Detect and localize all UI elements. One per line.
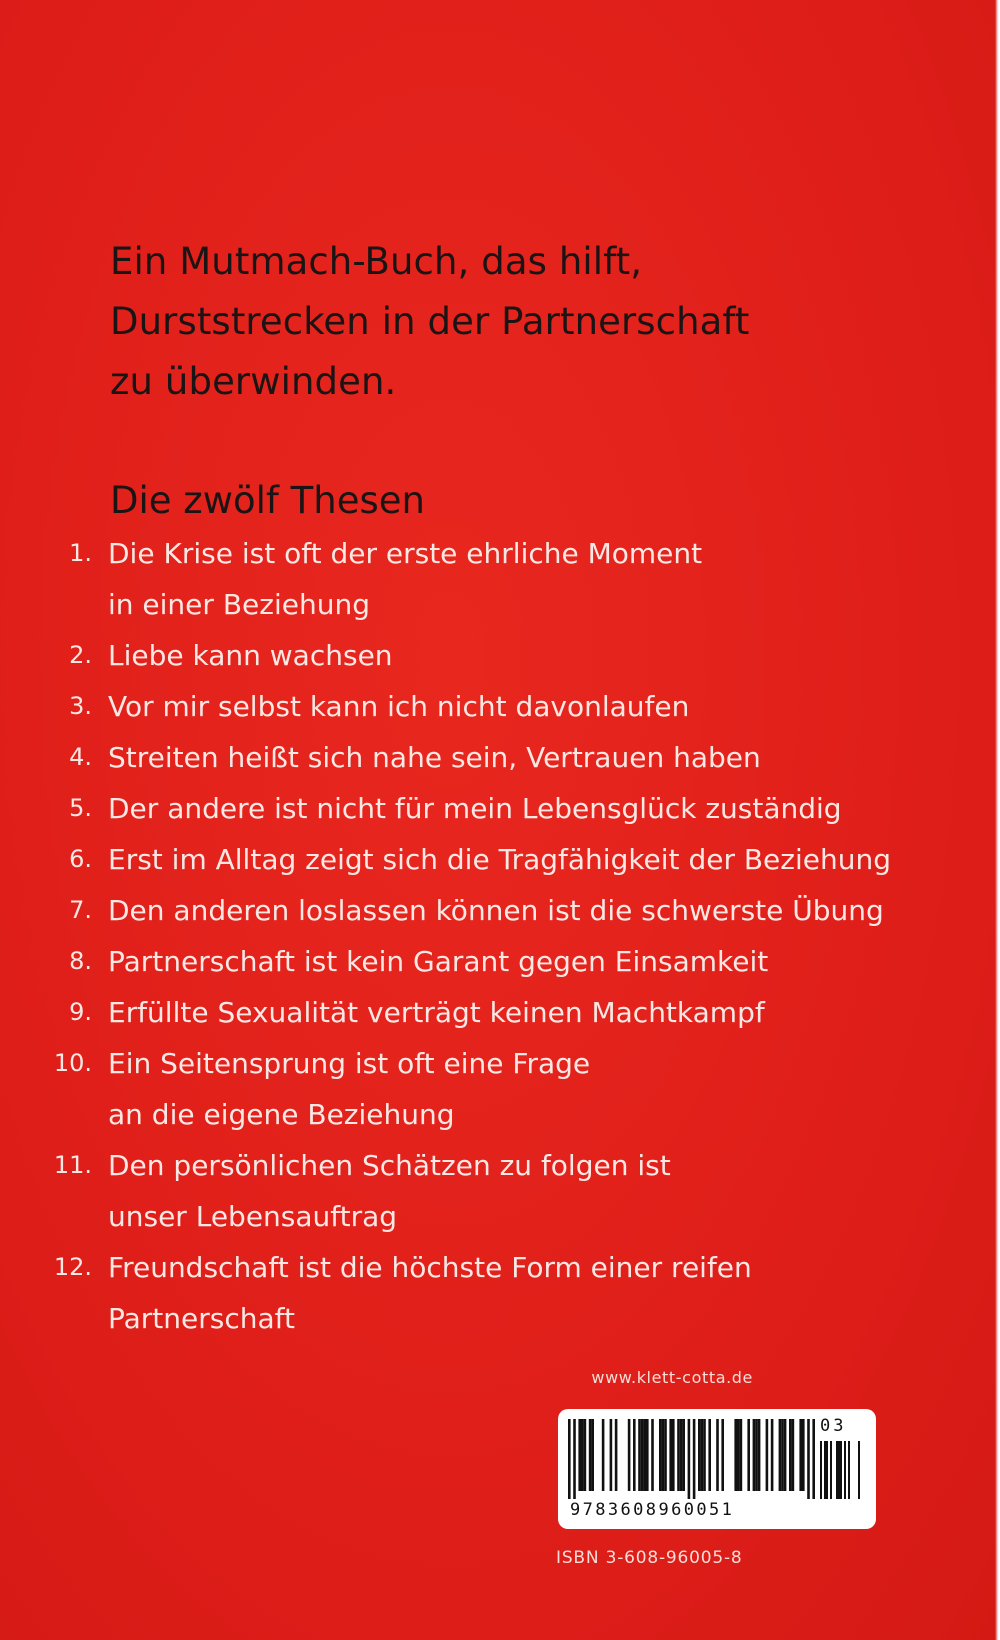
isbn-number: ISBN 3-608-96005-8: [556, 1548, 743, 1568]
barcode-addon-bar: [826, 1441, 828, 1499]
barcode-bar: [680, 1419, 683, 1491]
barcode-addon-bar: [858, 1441, 860, 1499]
thesis-number: 10.: [53, 1049, 92, 1077]
cover-tagline: [110, 232, 910, 412]
thesis-item: [0, 834, 960, 885]
thesis-number: 1.: [69, 539, 92, 567]
barcode-bar: [807, 1419, 810, 1499]
barcode-bar: [771, 1419, 774, 1491]
thesis-number: 11.: [53, 1151, 92, 1179]
barcode-bar: [721, 1419, 724, 1491]
barcode-bar: [581, 1419, 584, 1491]
thesis-text: in einer Beziehung: [108, 588, 370, 621]
tagline-line: Ein Mutmach-Buch, das hilft,: [110, 240, 643, 283]
thesis-number: 4.: [69, 743, 92, 771]
barcode-addon-bar: [840, 1441, 842, 1499]
barcode-bar: [802, 1419, 805, 1491]
barcode-bar: [610, 1419, 613, 1491]
barcode-bar: [779, 1419, 782, 1491]
barcode-bar: [669, 1419, 672, 1491]
barcode-bar: [589, 1419, 592, 1491]
thesis-text: Partnerschaft: [108, 1302, 295, 1335]
tagline-line: Durststrecken in der Partnerschaft: [110, 300, 750, 343]
barcode-bar: [573, 1419, 576, 1499]
barcode-bar: [615, 1419, 618, 1491]
barcode-bar: [734, 1419, 737, 1491]
thesis-item: [0, 936, 960, 987]
barcode-bar: [672, 1419, 675, 1491]
barcode-addon-bar: [838, 1441, 840, 1499]
barcode-bar: [799, 1419, 802, 1491]
thesis-item: [0, 987, 960, 1038]
barcode-addon-bar: [820, 1441, 822, 1499]
thesis-text: Partnerschaft ist kein Garant gegen Einsamkeit: [108, 945, 769, 978]
thesis-text: Vor mir selbst kann ich nicht davonlaufen: [108, 690, 690, 723]
thesis-text: Freundschaft ist die höchste Form einer reifen: [108, 1251, 752, 1284]
barcode-bar: [641, 1419, 644, 1491]
thesis-text: Den persönlichen Schätzen zu folgen ist: [108, 1149, 671, 1182]
barcode-addon-bar: [830, 1441, 832, 1499]
barcode-bar: [784, 1419, 787, 1491]
thesis-text: unser Lebensauftrag: [108, 1200, 398, 1233]
barcode-bar: [578, 1419, 581, 1491]
barcode-bar: [753, 1419, 756, 1491]
barcode-addon-bar: [836, 1441, 838, 1499]
thesis-item: [0, 732, 960, 783]
barcode-bar: [682, 1419, 685, 1491]
thesis-number: 7.: [69, 896, 92, 924]
thesis-number: 9.: [69, 998, 92, 1026]
thesis-text: Ein Seitensprung ist oft eine Frage: [108, 1047, 591, 1080]
thesis-text: Streiten heißt sich nahe sein, Vertrauen haben: [108, 741, 761, 774]
barcode-bar: [628, 1419, 631, 1491]
barcode-bar: [643, 1419, 646, 1491]
barcode-bar: [677, 1419, 680, 1491]
thesis-item: [0, 1038, 960, 1140]
barcode-addon-bar: [824, 1441, 826, 1499]
thesis-item: [0, 783, 960, 834]
barcode-addon-bar: [848, 1441, 850, 1499]
barcode-bar: [701, 1419, 704, 1491]
barcode-bar: [789, 1419, 792, 1491]
tagline-line: zu überwinden.: [110, 360, 397, 403]
thesis-item: [0, 1242, 960, 1344]
barcode-bar: [651, 1419, 654, 1491]
barcode-bar: [568, 1419, 571, 1499]
thesis-number: 2.: [69, 641, 92, 669]
barcode-bar: [662, 1419, 665, 1491]
thesis-text: Erst im Alltag zeigt sich die Tragfähigkeit der Beziehung: [108, 843, 892, 876]
barcode-bar: [703, 1419, 706, 1491]
barcode-bar: [584, 1419, 587, 1491]
thesis-item: [0, 528, 960, 630]
barcode-bar: [591, 1419, 594, 1491]
barcode-bar: [755, 1419, 758, 1491]
barcode-bar: [698, 1419, 701, 1491]
thesis-item: [0, 681, 960, 732]
thesis-text: Die Krise ist oft der erste ehrliche Moment: [108, 537, 703, 570]
thesis-number: 6.: [69, 845, 92, 873]
barcode-bar: [747, 1419, 750, 1491]
barcode-addon-digits: 03: [820, 1416, 847, 1436]
theses-heading: Die zwölf Thesen: [110, 479, 425, 522]
thesis-item: [0, 630, 960, 681]
barcode-bar: [708, 1419, 711, 1491]
thesis-number: 12.: [53, 1253, 92, 1281]
barcode-bar: [638, 1419, 641, 1491]
thesis-text: Den anderen loslassen können ist die schwerste Übung: [108, 894, 884, 927]
barcode-addon-bar: [844, 1441, 846, 1499]
barcode-bar: [646, 1419, 649, 1491]
barcode-bar: [633, 1419, 636, 1491]
theses-list: [0, 528, 960, 1344]
barcode-bar: [812, 1419, 815, 1499]
ean-barcode-icon: [568, 1419, 816, 1499]
barcode-bar: [659, 1419, 662, 1491]
barcode-digits: 9783608960051: [570, 1500, 735, 1520]
barcode-bar: [758, 1419, 761, 1491]
barcode-bar: [740, 1419, 743, 1491]
thesis-item: [0, 885, 960, 936]
cover-edge: [995, 0, 1000, 1640]
barcode-bar: [716, 1419, 719, 1491]
thesis-text: an die eigene Beziehung: [108, 1098, 455, 1131]
thesis-number: 5.: [69, 794, 92, 822]
barcode-bar: [737, 1419, 740, 1491]
thesis-number: 8.: [69, 947, 92, 975]
thesis-item: [0, 1140, 960, 1242]
barcode-bar: [693, 1419, 696, 1499]
thesis-number: 3.: [69, 692, 92, 720]
barcode-bar: [688, 1419, 691, 1499]
thesis-text: Liebe kann wachsen: [108, 639, 393, 672]
barcode-bar: [781, 1419, 784, 1491]
barcode-bar: [766, 1419, 769, 1491]
publisher-website: www.klett-cotta.de: [591, 1368, 753, 1387]
barcode-bar: [792, 1419, 795, 1491]
barcode-label: [558, 1409, 876, 1529]
barcode-bar: [602, 1419, 605, 1491]
thesis-text: Erfüllte Sexualität verträgt keinen Machtkampf: [108, 996, 765, 1029]
thesis-text: Der andere ist nicht für mein Lebensglück zuständig: [108, 792, 842, 825]
barcode-bar: [664, 1419, 667, 1491]
